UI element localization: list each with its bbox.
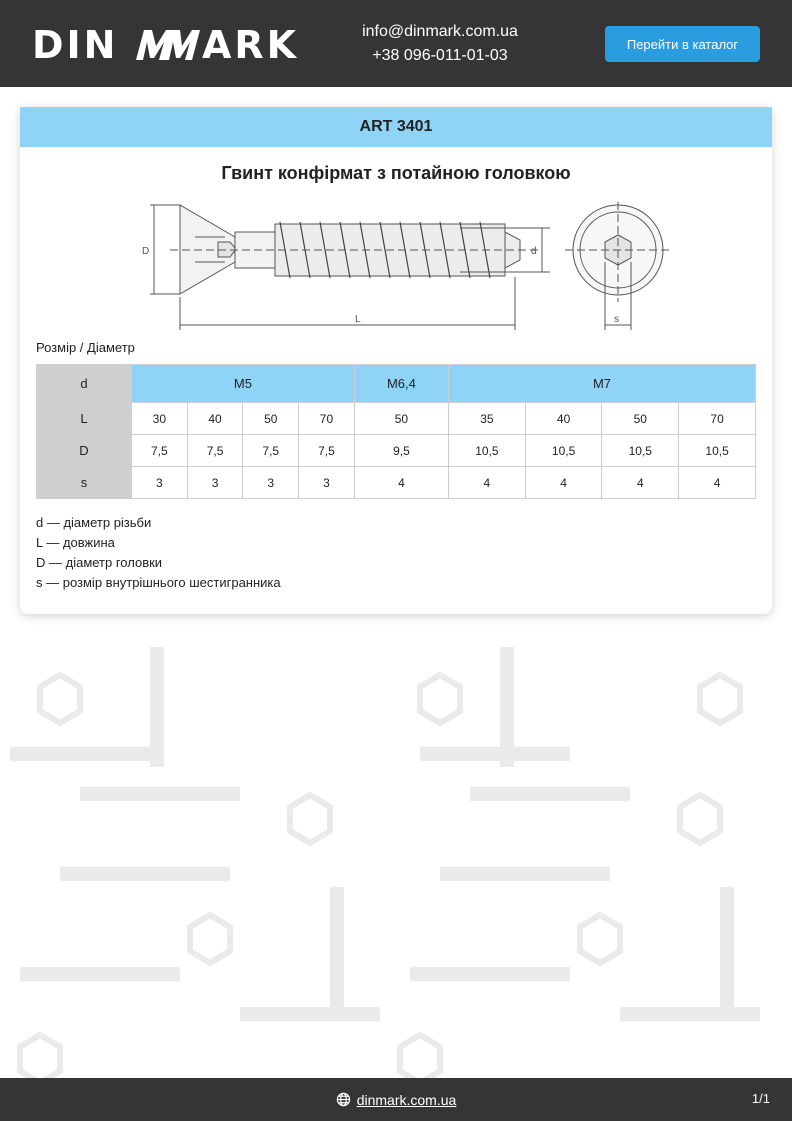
- cell-D: 10,5: [525, 435, 602, 467]
- cell-D: 9,5: [354, 435, 448, 467]
- cell-D: 10,5: [679, 435, 756, 467]
- legend-item: s — розмір внутрішнього шестигранника: [36, 575, 281, 590]
- cell-s: 3: [187, 467, 243, 499]
- table-row-s: [37, 467, 756, 499]
- cell-s: 4: [602, 467, 679, 499]
- cell-D: 7,5: [299, 435, 355, 467]
- cell-D: 7,5: [132, 435, 188, 467]
- product-card: [20, 107, 772, 614]
- cell-L: 40: [525, 403, 602, 435]
- legend-item: d — діаметр різьби: [36, 515, 152, 530]
- group-m6-4: M6,4: [354, 365, 448, 403]
- svg-text:DIN: DIN: [32, 23, 119, 67]
- size-diameter-label: Розмір / Діаметр: [36, 340, 135, 355]
- dinmark-logo: [32, 22, 300, 67]
- cell-L: 50: [602, 403, 679, 435]
- group-m7: M7: [449, 365, 756, 403]
- cell-s: 3: [243, 467, 299, 499]
- cell-s: 3: [132, 467, 188, 499]
- group-m5: M5: [132, 365, 355, 403]
- legend-item: D — діаметр головки: [36, 555, 163, 570]
- catalog-button[interactable]: Перейти в каталог: [605, 26, 760, 62]
- dimensions-table: [36, 364, 756, 499]
- cell-L: 35: [449, 403, 526, 435]
- email-link[interactable]: info@dinmark.com.ua: [362, 23, 518, 40]
- table-row-d: [37, 365, 756, 403]
- cell-s: 4: [354, 467, 448, 499]
- table-row-D: [37, 435, 756, 467]
- drawing-label-s: s: [614, 314, 619, 325]
- table-row-L: [37, 403, 756, 435]
- cell-D: 10,5: [602, 435, 679, 467]
- article-number: ART 3401: [20, 107, 772, 147]
- product-title: Гвинт конфірмат з потайною головкою: [221, 163, 571, 183]
- legend-item: L — довжина: [36, 535, 115, 550]
- cell-L: 50: [243, 403, 299, 435]
- page-header: [0, 0, 792, 87]
- cell-s: 4: [449, 467, 526, 499]
- drawing-label-L: L: [355, 314, 361, 325]
- row-label-D: D: [37, 435, 132, 467]
- globe-icon: [336, 1092, 351, 1107]
- site-link[interactable]: [0, 1078, 792, 1121]
- page-footer: [0, 1078, 792, 1121]
- screw-technical-drawing: [140, 202, 680, 332]
- cell-D: 7,5: [187, 435, 243, 467]
- contacts: [340, 20, 540, 68]
- cell-s: 3: [299, 467, 355, 499]
- logo[interactable]: [30, 22, 300, 67]
- row-label-d: d: [37, 365, 132, 403]
- row-label-L: L: [37, 403, 132, 435]
- drawing-label-d: d: [531, 246, 537, 257]
- row-label-s: s: [37, 467, 132, 499]
- site-link-label[interactable]: dinmark.com.ua: [356, 1091, 457, 1108]
- drawing-label-D: D: [142, 246, 150, 257]
- phone-link[interactable]: +38 096-011-01-03: [372, 47, 508, 64]
- cell-L: 70: [679, 403, 756, 435]
- cell-L: 30: [132, 403, 188, 435]
- cell-D: 7,5: [243, 435, 299, 467]
- svg-text:ARK: ARK: [202, 23, 300, 67]
- page-number: 1/1: [751, 1091, 770, 1106]
- cell-D: 10,5: [449, 435, 526, 467]
- cell-s: 4: [679, 467, 756, 499]
- cell-L: 50: [354, 403, 448, 435]
- cell-L: 40: [187, 403, 243, 435]
- legend: [36, 513, 281, 593]
- cell-s: 4: [525, 467, 602, 499]
- cell-L: 70: [299, 403, 355, 435]
